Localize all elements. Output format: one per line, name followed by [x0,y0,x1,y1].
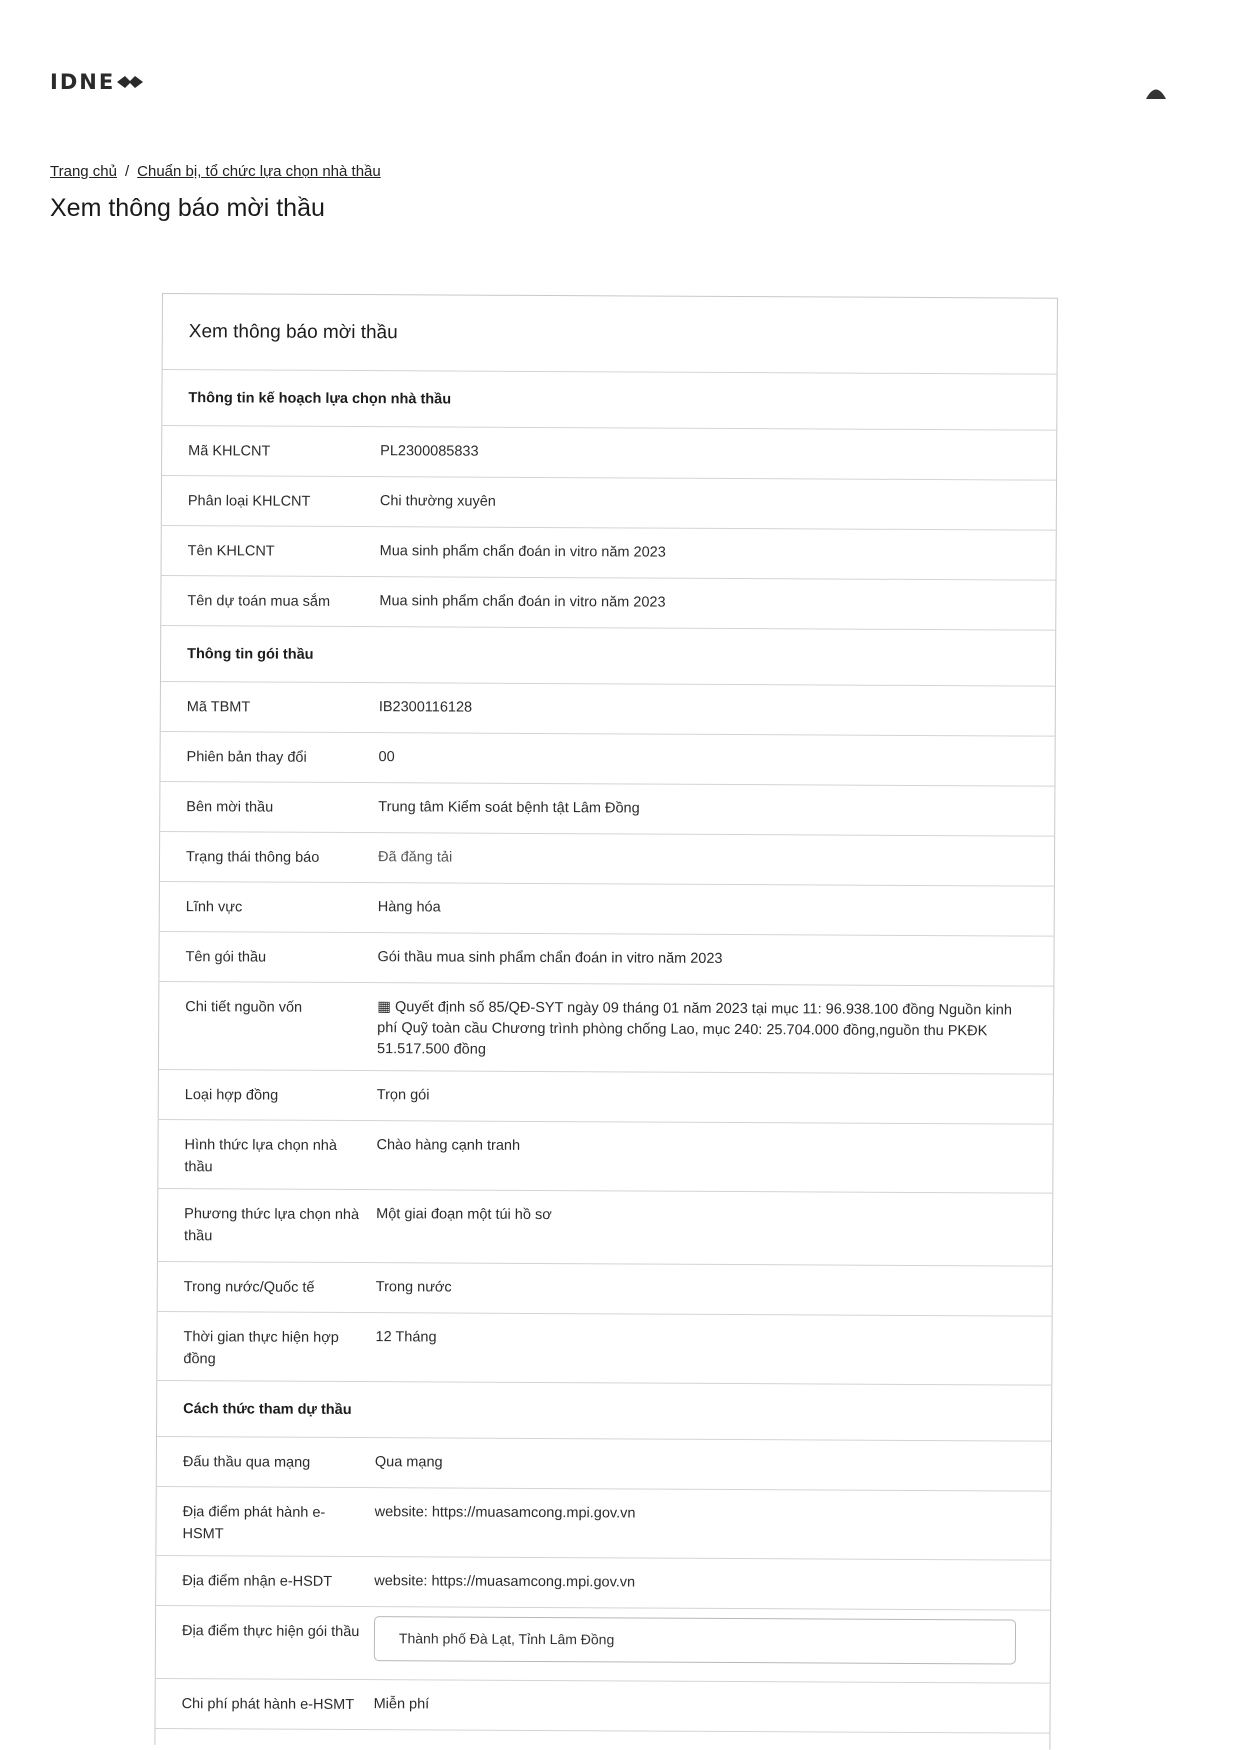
row-label: Chi tiết nguồn vốn [185,999,303,1016]
row-label: Trong nước/Quốc tế [183,1279,315,1296]
row-value: PL2300085833 [380,443,479,460]
info-row [160,882,1054,937]
row-label: Bên mời thầu [186,799,274,816]
breadcrumb-separator: / [124,163,130,180]
info-row [158,1262,1052,1317]
info-row [159,932,1053,987]
row-value: Mua sinh phẩm chẩn đoán in vitro năm 2023 [379,593,666,611]
row-label: Tên dự toán mua sắm [187,593,331,610]
row-label: Phiên bản thay đổi [186,749,307,766]
row-value: 00 [378,749,395,766]
bid-notice-card [154,293,1058,1750]
info-row [157,1312,1051,1386]
row-value: Trung tâm Kiểm soát bệnh tật Lâm Đồng [378,799,640,817]
breadcrumb-home-link[interactable]: Trang chủ [50,163,117,180]
row-value: Một giai đoạn một túi hồ sơ [376,1206,552,1224]
row-label: Chi phí phát hành e-HSMT [181,1696,355,1714]
row-value: Trong nước [375,1279,452,1296]
info-row [156,1606,1050,1684]
row-label: Địa điểm phát hành e-HSMT [182,1504,326,1543]
row-label: Địa điểm nhận e-HSDT [182,1573,333,1590]
info-row [160,782,1054,837]
status-value: Đã đăng tải [378,849,453,866]
row-value: IB2300116128 [378,699,473,716]
row-label: Đấu thầu qua mạng [182,1454,311,1471]
row-value: Miễn phí [373,1696,430,1713]
location-field[interactable]: Thành phố Đà Lạt, Tỉnh Lâm Đồng [374,1616,1016,1664]
section-bidding-method: Cách thức tham dự thầu [157,1381,1051,1442]
info-row [161,682,1055,737]
row-label: Mã TBMT [186,699,251,716]
info-row [160,832,1054,887]
user-avatar-icon[interactable] [1144,86,1168,105]
row-label: Thời gian thực hiện hợp đồng [183,1329,339,1368]
row-value: Trọn gói [376,1087,430,1104]
row-value: website: https://muasamcong.mpi.gov.vn [374,1504,636,1522]
funding-detail-text: Quyết định số 85/QĐ-SYT ngày 09 tháng 01 năm 2023 tại mục 11: 96.938.100 đồng Nguồn kinh phí Quỹ toàn cầu Chương trình phòng chống Lao, mục 240: 25.704.000 đồng,nguồn thu PKĐK 51.517.500 đồng [377,999,1012,1058]
section-plan-info: Thông tin kế hoạch lựa chọn nhà thầu [162,370,1056,431]
row-value [374,1621,1050,1665]
row-label: Trạng thái thông báo [186,849,320,866]
row-value: Mua sinh phẩm chẩn đoán in vitro năm 2023 [379,543,666,561]
row-value: Gói thầu mua sinh phẩm chẩn đoán in vitro năm 2023 [377,949,723,967]
row-value: website: https://muasamcong.mpi.gov.vn [374,1573,636,1591]
row-value: 12 Tháng [375,1329,437,1346]
info-row [161,576,1055,631]
row-label: Phương thức lựa chọn nhà thầu [184,1206,360,1245]
breadcrumb [50,163,381,180]
row-value [377,997,1053,1064]
info-row [157,1437,1051,1492]
row-value: Qua mạng [374,1454,443,1471]
info-row [156,1487,1050,1561]
card-title: Xem thông báo mời thầu [163,294,1057,375]
info-row [160,732,1054,787]
logo-text: IDNE [50,70,116,94]
row-label: Phân loại KHLCNT [187,493,311,510]
info-row [162,426,1056,481]
page-title: Xem thông báo mời thầu [50,194,325,222]
row-value: Hàng hóa [377,899,441,916]
info-row [156,1556,1050,1611]
breadcrumb-section-link[interactable]: Chuẩn bị, tổ chức lựa chọn nhà thầu [137,163,381,180]
info-row [159,1070,1053,1125]
info-row [159,982,1053,1075]
row-label: Tên gói thầu [185,949,267,966]
row-label: Hình thức lựa chọn nhà thầu [184,1137,338,1176]
funding-doc-icon[interactable]: ▦ [377,999,396,1016]
row-label: Mã KHLCNT [188,443,271,460]
section-package-info: Thông tin gói thầu [161,626,1055,687]
info-row [158,1120,1052,1194]
row-value: Chào hàng cạnh tranh [376,1137,521,1154]
info-row [162,526,1056,581]
row-label: Loại hợp đồng [184,1087,279,1104]
info-row [162,476,1056,531]
row-label: Lĩnh vực [185,899,243,916]
wing-icon [117,70,143,94]
row-label: Tên KHLCNT [187,543,275,560]
info-row [155,1679,1049,1734]
site-logo[interactable] [50,70,143,94]
info-row [158,1189,1052,1267]
row-value: Chi thường xuyên [379,493,496,510]
row-label: Địa điểm thực hiện gói thầu [181,1623,360,1641]
